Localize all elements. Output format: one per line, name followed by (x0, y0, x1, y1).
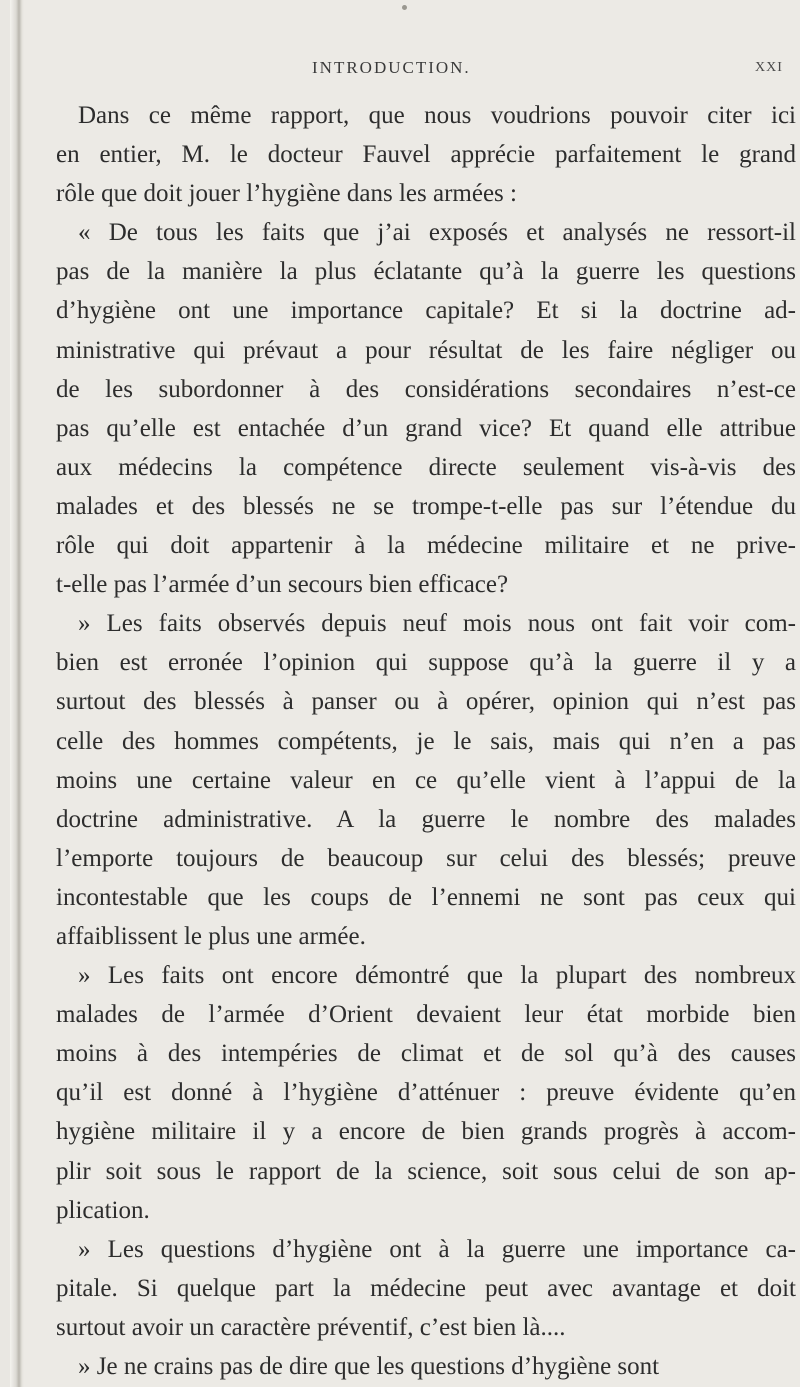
text-line: bien est erronée l’opinion qui suppose qu’à la guerre il y a (56, 649, 796, 677)
ink-speck (402, 5, 407, 10)
text-line: l’emporte toujours de beaucoup sur celui des blessés; preuve (56, 844, 796, 872)
text-line: d’hygiène ont une importance capitale? Et si la doctrine ad- (56, 297, 796, 325)
text-line: doctrine administrative. A la guerre le nombre des malades (56, 805, 796, 833)
text-line: pas qu’elle est entachée d’un grand vice? Et quand elle attribue (56, 414, 796, 442)
text-line: » Je ne crains pas de dire que les questions d’hygiène sont (78, 1353, 660, 1380)
text-line: » Les faits ont encore démontré que la plupart des nombreux (78, 962, 796, 990)
text-line: « De tous les faits que j’ai exposés et analysés ne ressort-il (78, 219, 796, 247)
text-line: pas de la manière la plus éclatante qu’à la guerre les questions (56, 258, 796, 286)
text-line: incontestable que les coups de l’ennemi ne sont pas ceux qui (56, 883, 796, 911)
text-line: hygiène militaire il y a encore de bien grands progrès à accom- (56, 1118, 796, 1146)
text-line: plication. (56, 1196, 150, 1224)
text-line: moins une certaine valeur en ce qu’elle vient à l’appui de la (56, 766, 796, 794)
text-line: moins à des intempéries de climat et de sol qu’à des causes (56, 1040, 796, 1068)
text-line: » Les questions d’hygiène ont à la guerre une importance ca- (78, 1235, 796, 1263)
text-line: surtout avoir un caractère préventif, c’est bien là.... (56, 1313, 566, 1341)
text-line: en entier, M. le docteur Fauvel apprécie parfaitement le grand (56, 141, 796, 169)
text-line: rôle qui doit appartenir à la médecine militaire et ne prive- (56, 532, 796, 560)
page-header (0, 58, 800, 82)
page-number: XXI (755, 60, 783, 75)
body-text (56, 96, 796, 1386)
text-line: affaiblissent le plus une armée. (56, 922, 366, 950)
text-line: aux médecins la compétence directe seulement vis-à-vis des (56, 453, 796, 481)
running-head: INTRODUCTION. (312, 58, 471, 77)
text-line: ministrative qui prévaut a pour résultat de les faire négliger ou (56, 336, 796, 364)
text-line: Dans ce même rapport, que nous voudrions pouvoir citer ici (78, 102, 796, 129)
text-line: t-elle pas l’armée d’un secours bien efficace? (56, 571, 509, 599)
page-gutter (10, 0, 24, 1387)
text-line: qu’il est donné à l’hygiène d’atténuer : preuve évidente qu’en (56, 1079, 796, 1107)
text-line: de les subordonner à des considérations secondaires n’est-ce (56, 375, 796, 403)
text-line: surtout des blessés à panser ou à opérer, opinion qui n’est pas (56, 688, 796, 716)
text-line: rôle que doit jouer l’hygiène dans les armées : (56, 180, 517, 208)
text-line: malades de l’armée d’Orient devaient leur état morbide bien (56, 1001, 796, 1029)
text-line: pitale. Si quelque part la médecine peut avec avantage et doit (56, 1274, 796, 1302)
text-line: plir soit sous le rapport de la science, soit sous celui de son ap- (56, 1157, 796, 1185)
text-line: » Les faits observés depuis neuf mois nous ont fait voir com- (78, 610, 796, 638)
text-line: celle des hommes compétents, je le sais, mais qui n’en a pas (56, 727, 796, 755)
text-line: malades et des blessés ne se trompe-t-elle pas sur l’étendue du (56, 492, 796, 520)
